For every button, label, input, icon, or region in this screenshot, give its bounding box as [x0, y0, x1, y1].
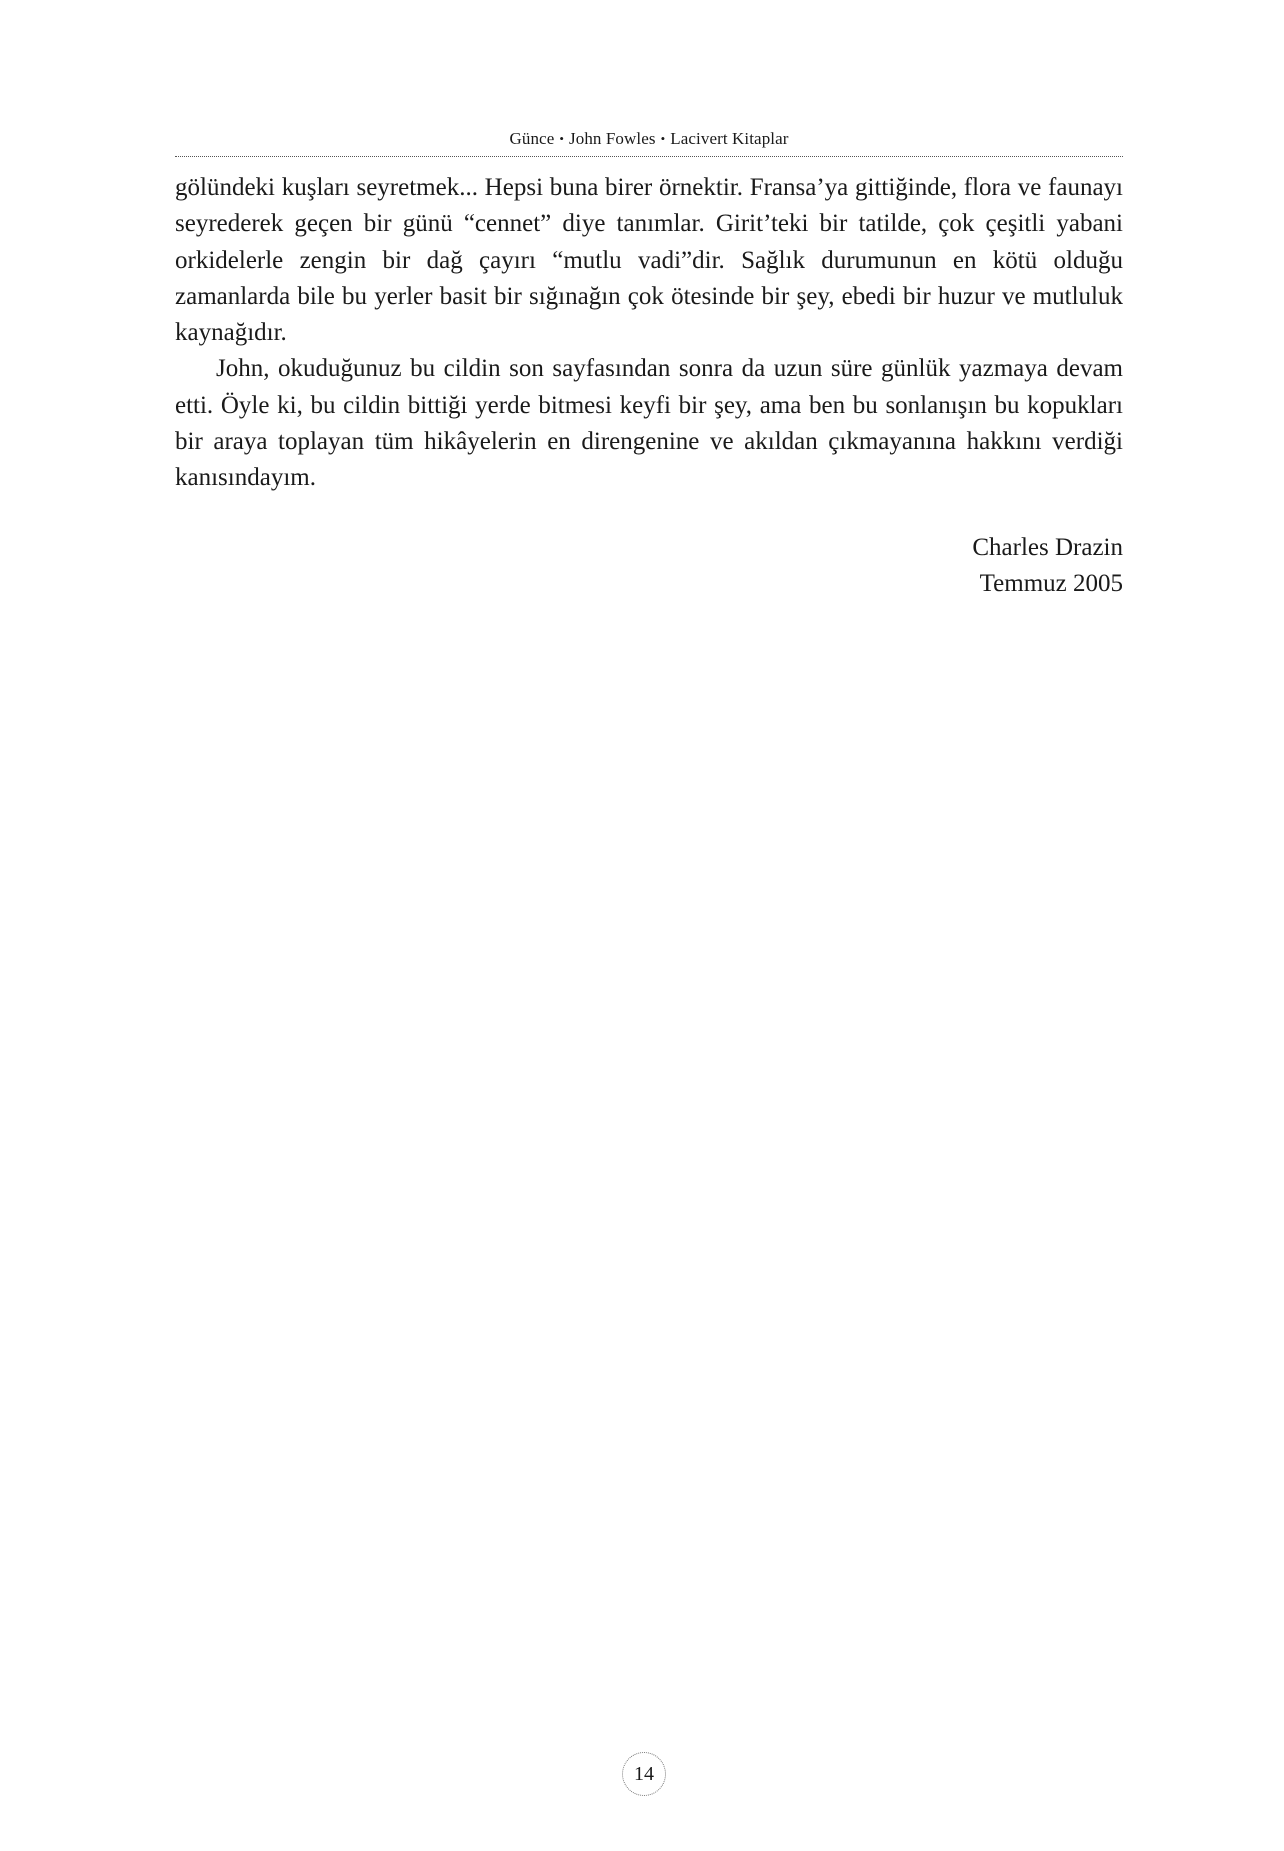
header-separator: • — [660, 131, 666, 146]
paragraph-continued: gölündeki kuşları seyretmek... Hepsi buna birer örnektir. Fransa’ya gittiğinde, flora ve faunayı seyrederek geçen bir günü “cennet” diye tanımlar. Girit’teki bir tatilde, çok çeşitli yabani orkidelerle zengin bir dağ çayırı “mutlu vadi”dir. Sağlık durumunun en kötü olduğu zamanlarda bile bu yerler basit bir sığınağın çok ötesinde bir şey, ebedi bir huzur ve mutluluk kaynağıdır. — [175, 174, 1123, 347]
paragraph: John, okuduğunuz bu cildin son sayfasından sonra da uzun süre günlük yazmaya devam etti. Öyle ki, bu cildin bittiği yerde bitmesi keyfi bir şey, ama ben bu sonlanışın bu kopukları bir araya toplayan tüm hikâyelerin en direngenine ve akıldan çıkmayanına hakkını verdiği kanısındayım. — [175, 355, 1123, 492]
signature-name: Charles Drazin — [972, 534, 1123, 561]
header-separator: • — [559, 131, 564, 146]
header-publisher: Lacivert Kitaplar — [670, 129, 789, 148]
signature-block — [175, 530, 1123, 603]
header-author: John Fowles — [569, 129, 656, 148]
header-divider — [175, 156, 1123, 157]
header-book-title: Günce — [509, 129, 555, 148]
body-text — [175, 170, 1123, 497]
page-number-badge — [622, 1752, 666, 1796]
running-header — [175, 128, 1123, 151]
page-number: 14 — [634, 1763, 654, 1785]
signature-date: Temmuz 2005 — [979, 570, 1123, 598]
